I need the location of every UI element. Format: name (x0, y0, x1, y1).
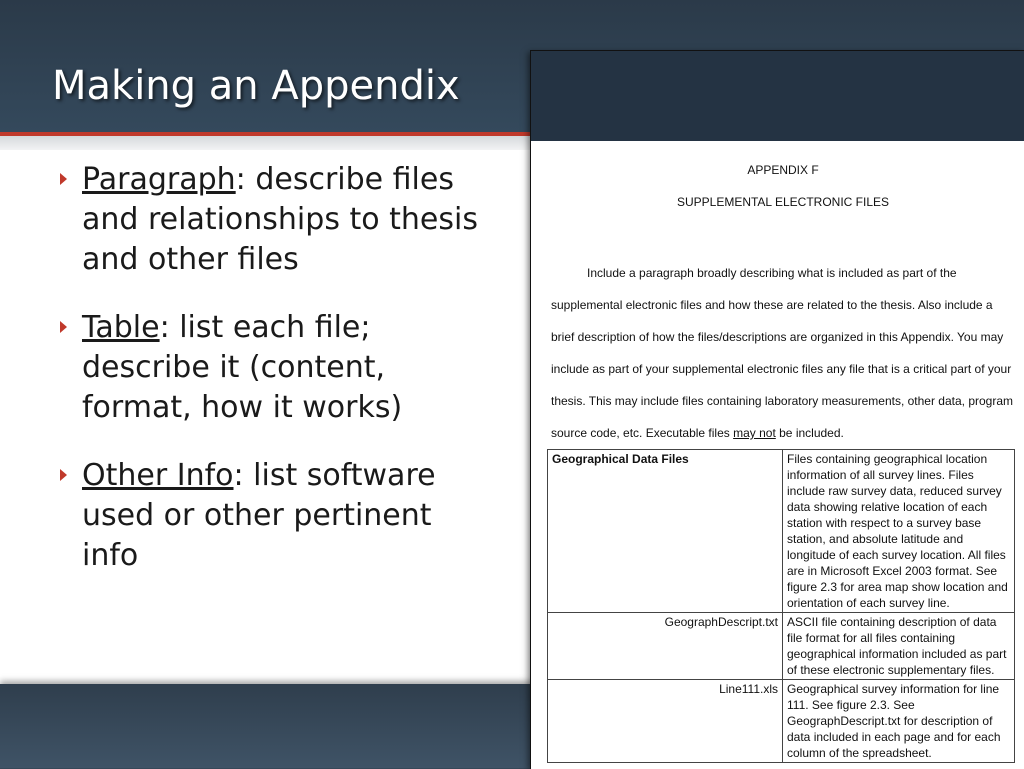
bullet-term: Paragraph (82, 162, 236, 197)
file-description-cell: ASCII file containing description of data file format for all files containing geographical information included as part of these electronic supplementary files. (783, 613, 1015, 680)
file-name-cell: Geographical Data Files (548, 450, 783, 613)
appendix-document-image (530, 50, 1024, 769)
paragraph-line: Include a paragraph broadly describing what is included as part of the (587, 266, 957, 280)
files-table (547, 449, 1015, 763)
paragraph-line: brief description of how the files/descriptions are organized in this Appendix. You may (551, 330, 1004, 344)
table-row (548, 680, 1015, 763)
file-description-cell: Geographical survey information for line 111. See figure 2.3. See GeographDescript.txt for description of data included in each page and for each column of the spreadsheet. (783, 680, 1015, 763)
paragraph-line: source code, etc. Executable files (551, 426, 734, 440)
table-row (548, 613, 1015, 680)
bullet-item-table (58, 308, 478, 428)
table-row (548, 450, 1015, 613)
paragraph-underlined-phrase: may not (733, 426, 776, 440)
triangle-bullet-icon (60, 321, 67, 333)
bullet-item-other-info (58, 456, 478, 576)
slide-title: Making an Appendix (52, 63, 460, 109)
bullet-item-paragraph (58, 160, 478, 280)
paragraph-line: include as part of your supplemental electronic files any file that is a critical part of your (551, 362, 1012, 376)
file-description-cell: Files containing geographical location information of all survey lines. Files include raw survey data, reduced survey data showing relative location of each station with respect to a survey base station, and absolute latitude and longitude of each survey location. All files are in Microsoft Excel 2003 format. See figure 2.3 for area map show location and orientation of each survey line. (783, 450, 1015, 613)
file-name-cell: GeographDescript.txt (548, 613, 783, 680)
bullet-list (58, 160, 478, 604)
paragraph-line: be included. (775, 426, 844, 440)
document-page (535, 141, 1015, 769)
bullet-term: Table (82, 310, 160, 345)
paragraph-line: thesis. This may include files containing laboratory measurements, other data, program (551, 394, 1014, 408)
triangle-bullet-icon (60, 469, 67, 481)
appendix-title: SUPPLEMENTAL ELECTRONIC FILES (676, 195, 890, 209)
file-name-cell: Line111.xls (548, 680, 783, 763)
bullet-text: : list software used or other pertinent info (82, 458, 436, 573)
bullet-text: : describe files and relationships to thesis and other files (82, 162, 478, 277)
document-image-dark-band (531, 51, 1024, 141)
appendix-label: APPENDIX F (747, 163, 819, 177)
bullet-term: Other Info (82, 458, 234, 493)
paragraph-line: supplemental electronic files and how these are related to the thesis. Also include a (551, 298, 993, 312)
triangle-bullet-icon (60, 173, 67, 185)
bullet-text: : list each file; describe it (content, format, how it works) (82, 310, 403, 425)
appendix-paragraph (551, 257, 1021, 449)
